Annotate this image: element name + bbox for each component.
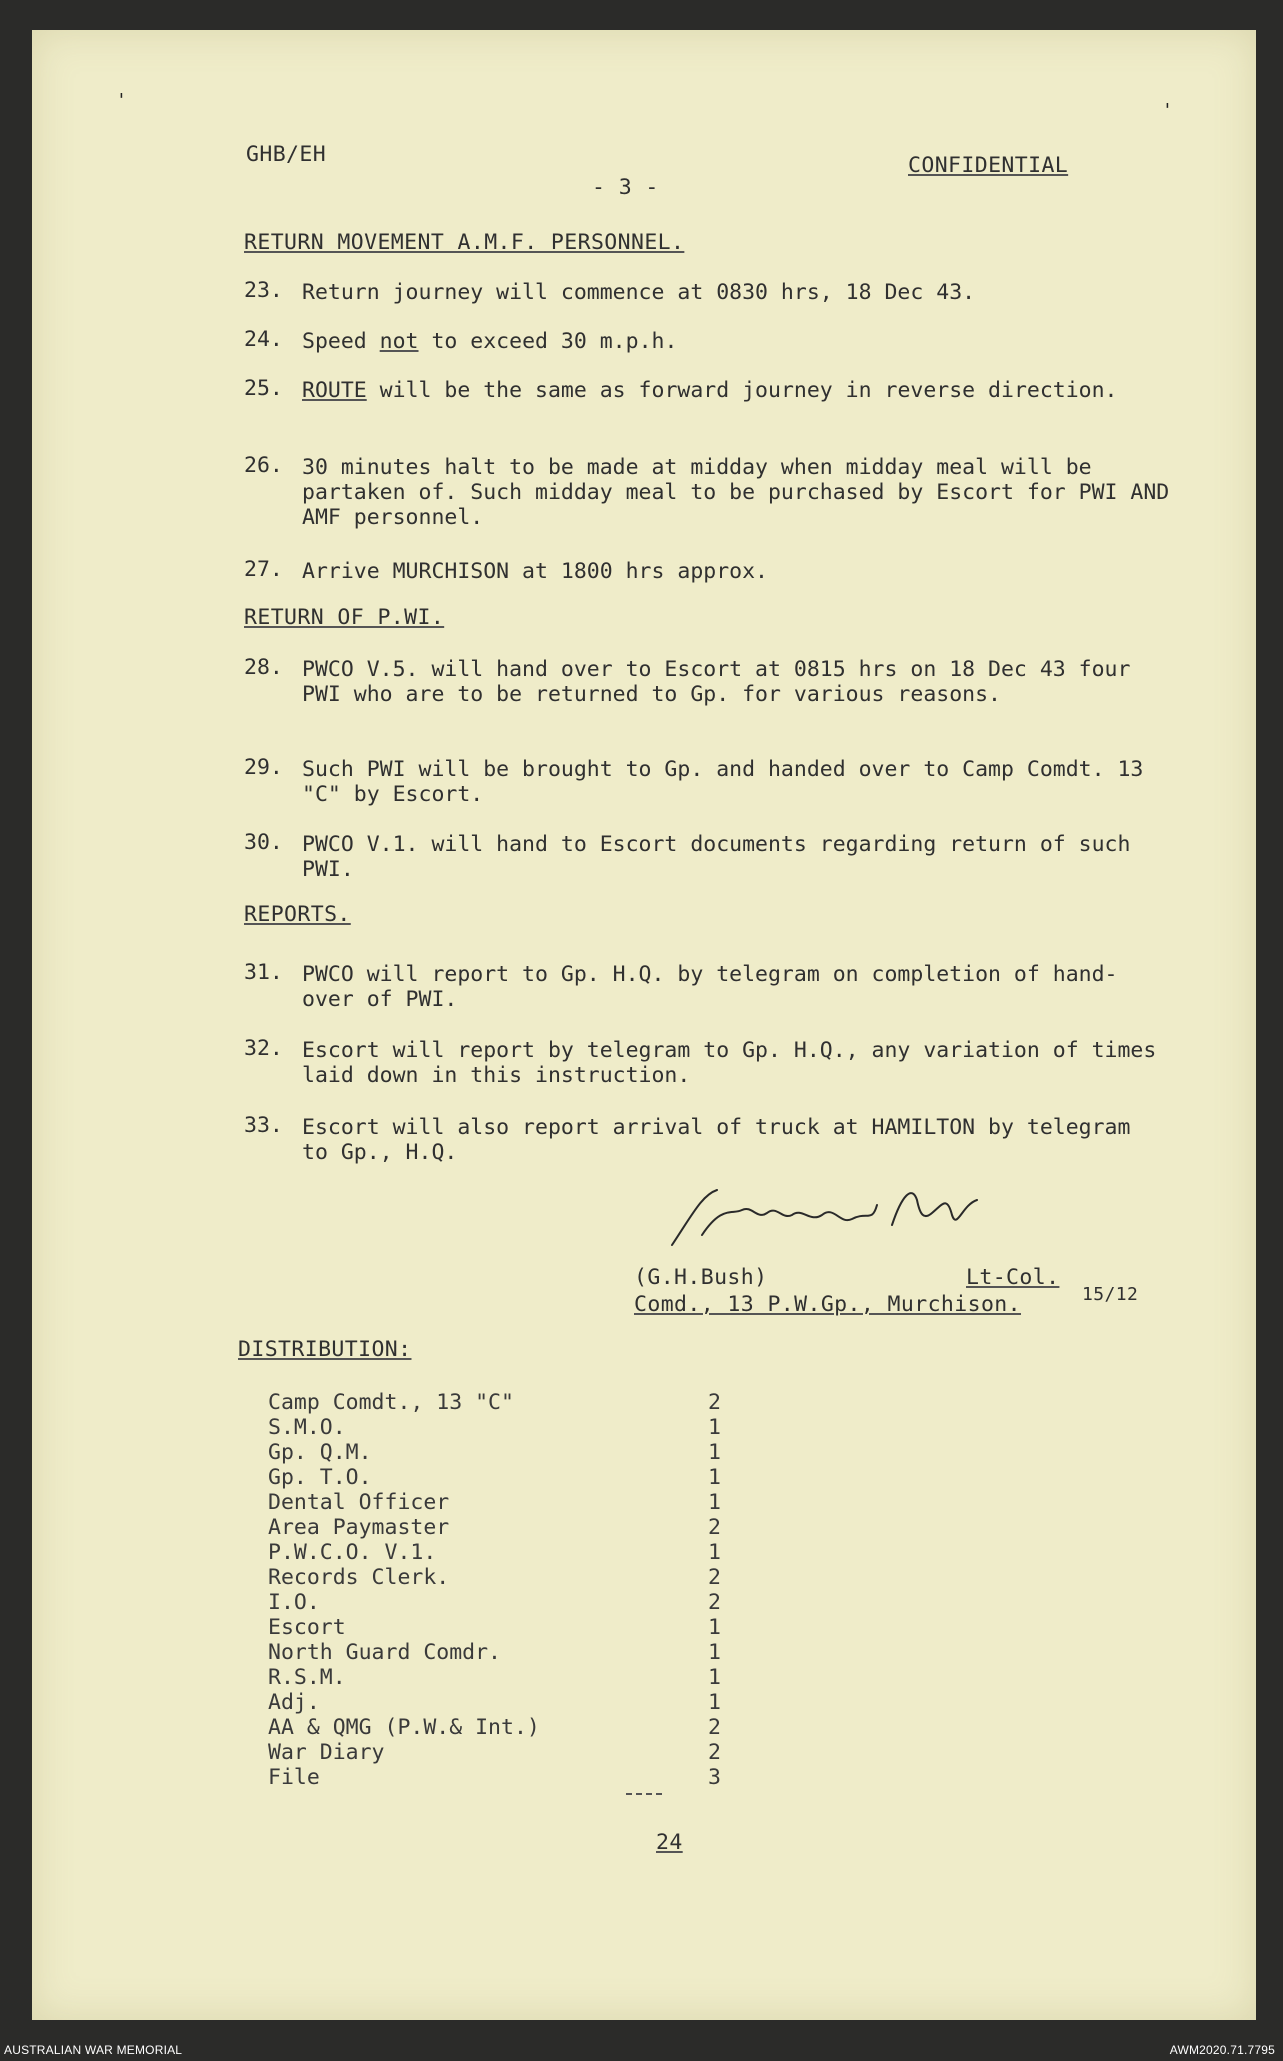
- recipient-name: P.W.C.O. V.1.: [268, 1540, 437, 1565]
- item-number: 26.: [244, 453, 283, 478]
- item-text: 30 minutes halt to be made at midday when midday meal will be partaken of. Such midday meal to be purchased by Escort for PWI AND AMF personnel.: [302, 455, 1170, 530]
- copy-count: 1: [708, 1640, 721, 1665]
- copy-count: 2: [708, 1590, 721, 1615]
- recipient-name: File: [268, 1765, 320, 1790]
- classification-label: CONFIDENTIAL: [908, 153, 1069, 178]
- item-text: Such PWI will be brought to Gp. and handed over to Camp Comdt. 13 "C" by Escort.: [302, 757, 1144, 807]
- item-text: PWCO V.1. will hand to Escort documents regarding return of such PWI.: [302, 832, 1131, 882]
- archive-id: AWM2020.71.7795: [1169, 2043, 1275, 2057]
- recipient-name: Gp. T.O.: [268, 1465, 372, 1490]
- handwritten-signature: [662, 1175, 1002, 1265]
- distribution-row: [268, 1490, 738, 1515]
- recipient-name: Camp Comdt., 13 "C": [268, 1390, 514, 1415]
- copy-count: 1: [708, 1690, 721, 1715]
- distribution-row: [268, 1715, 738, 1740]
- copy-count: 1: [708, 1665, 721, 1690]
- item-number: 28.: [244, 655, 283, 680]
- reference-code: GHB/EH: [246, 142, 327, 167]
- recipient-name: North Guard Comdr.: [268, 1640, 501, 1665]
- distribution-row: [268, 1665, 738, 1690]
- copy-count: 2: [708, 1740, 721, 1765]
- signatory-rank: Lt-Col.: [966, 1265, 1060, 1290]
- stray-mark: ': [1162, 100, 1173, 121]
- item-number: 33.: [244, 1113, 283, 1138]
- distribution-row: [268, 1615, 738, 1640]
- copy-count: 2: [708, 1390, 721, 1415]
- total-rule: [626, 1793, 662, 1795]
- signatory-appointment: Comd., 13 P.W.Gp., Murchison.: [634, 1292, 1021, 1317]
- recipient-name: Escort: [268, 1615, 346, 1640]
- item-text: Arrive MURCHISON at 1800 hrs approx.: [302, 559, 768, 584]
- distribution-row: [268, 1390, 738, 1415]
- copy-count: 1: [708, 1415, 721, 1440]
- copy-count: 1: [708, 1490, 721, 1515]
- distribution-row: [268, 1740, 738, 1765]
- item-text-pre: Speed: [302, 329, 380, 354]
- recipient-name: I.O.: [268, 1590, 320, 1615]
- item-text-post: will be the same as forward journey in reverse direction.: [366, 378, 1118, 403]
- copy-count: 1: [708, 1615, 721, 1640]
- copy-count: 1: [708, 1440, 721, 1465]
- recipient-name: Gp. Q.M.: [268, 1440, 372, 1465]
- document-page: [32, 30, 1256, 2020]
- distribution-row: [268, 1540, 738, 1565]
- recipient-name: Dental Officer: [268, 1490, 450, 1515]
- distribution-row: [268, 1590, 738, 1615]
- distribution-row: [268, 1565, 738, 1590]
- distribution-row: [268, 1640, 738, 1665]
- item-text: Return journey will commence at 0830 hrs, 18 Dec 43.: [302, 280, 976, 305]
- distribution-row: [268, 1515, 738, 1540]
- item-number: 29.: [244, 755, 283, 780]
- item-number: 23.: [244, 278, 283, 303]
- item-text: Escort will also report arrival of truck at HAMILTON by telegram to Gp., H.Q.: [302, 1115, 1131, 1165]
- item-number: 24.: [244, 327, 283, 352]
- item-number: 32.: [244, 1036, 283, 1061]
- distribution-row: [268, 1440, 738, 1465]
- recipient-name: S.M.O.: [268, 1415, 346, 1440]
- signatory-name: (G.H.Bush): [634, 1265, 768, 1290]
- item-number: 25.: [244, 376, 283, 401]
- recipient-name: AA & QMG (P.W.& Int.): [268, 1715, 540, 1740]
- item-text: Escort will report by telegram to Gp. H.Q., any variation of times laid down in this instruction.: [302, 1038, 1157, 1088]
- recipient-name: R.S.M.: [268, 1665, 346, 1690]
- emphasis-text: not: [379, 329, 419, 354]
- item-number: 27.: [244, 557, 283, 582]
- recipient-name: Records Clerk.: [268, 1565, 450, 1590]
- distribution-row: [268, 1415, 738, 1440]
- copy-count: 2: [708, 1515, 721, 1540]
- distribution-total: 24: [656, 1830, 683, 1855]
- section-heading-reports: REPORTS.: [244, 902, 351, 927]
- section-heading-return-pwi: RETURN OF P.WI.: [244, 605, 445, 630]
- item-number: 30.: [244, 830, 283, 855]
- copy-count: 3: [708, 1765, 721, 1790]
- distribution-heading: DISTRIBUTION:: [238, 1337, 412, 1362]
- copy-count: 1: [708, 1465, 721, 1490]
- archive-credit: AUSTRALIAN WAR MEMORIAL: [4, 2043, 183, 2057]
- distribution-row: [268, 1765, 738, 1790]
- copy-count: 2: [708, 1565, 721, 1590]
- item-number: 31.: [244, 960, 283, 985]
- item-text-post: to exceed 30 m.p.h.: [418, 329, 678, 354]
- recipient-name: War Diary: [268, 1740, 385, 1765]
- emphasis-text: ROUTE: [302, 378, 367, 403]
- recipient-name: Area Paymaster: [268, 1515, 450, 1540]
- distribution-row: [268, 1465, 738, 1490]
- page-number: - 3 -: [592, 175, 659, 200]
- copy-count: 2: [708, 1715, 721, 1740]
- section-heading-return-movement: RETURN MOVEMENT A.M.F. PERSONNEL.: [244, 230, 685, 255]
- date-note: 15/12: [1082, 1284, 1139, 1305]
- distribution-row: [268, 1690, 738, 1715]
- item-text: PWCO will report to Gp. H.Q. by telegram on completion of hand-over of PWI.: [302, 962, 1118, 1012]
- item-text: PWCO V.5. will hand over to Escort at 0815 hrs on 18 Dec 43 four PWI who are to be returned to Gp. for various reasons.: [302, 657, 1131, 707]
- item-text: [302, 329, 1162, 354]
- copy-count: 1: [708, 1540, 721, 1565]
- stray-mark: ': [116, 90, 127, 111]
- recipient-name: Adj.: [268, 1690, 320, 1715]
- item-text: [302, 378, 1162, 403]
